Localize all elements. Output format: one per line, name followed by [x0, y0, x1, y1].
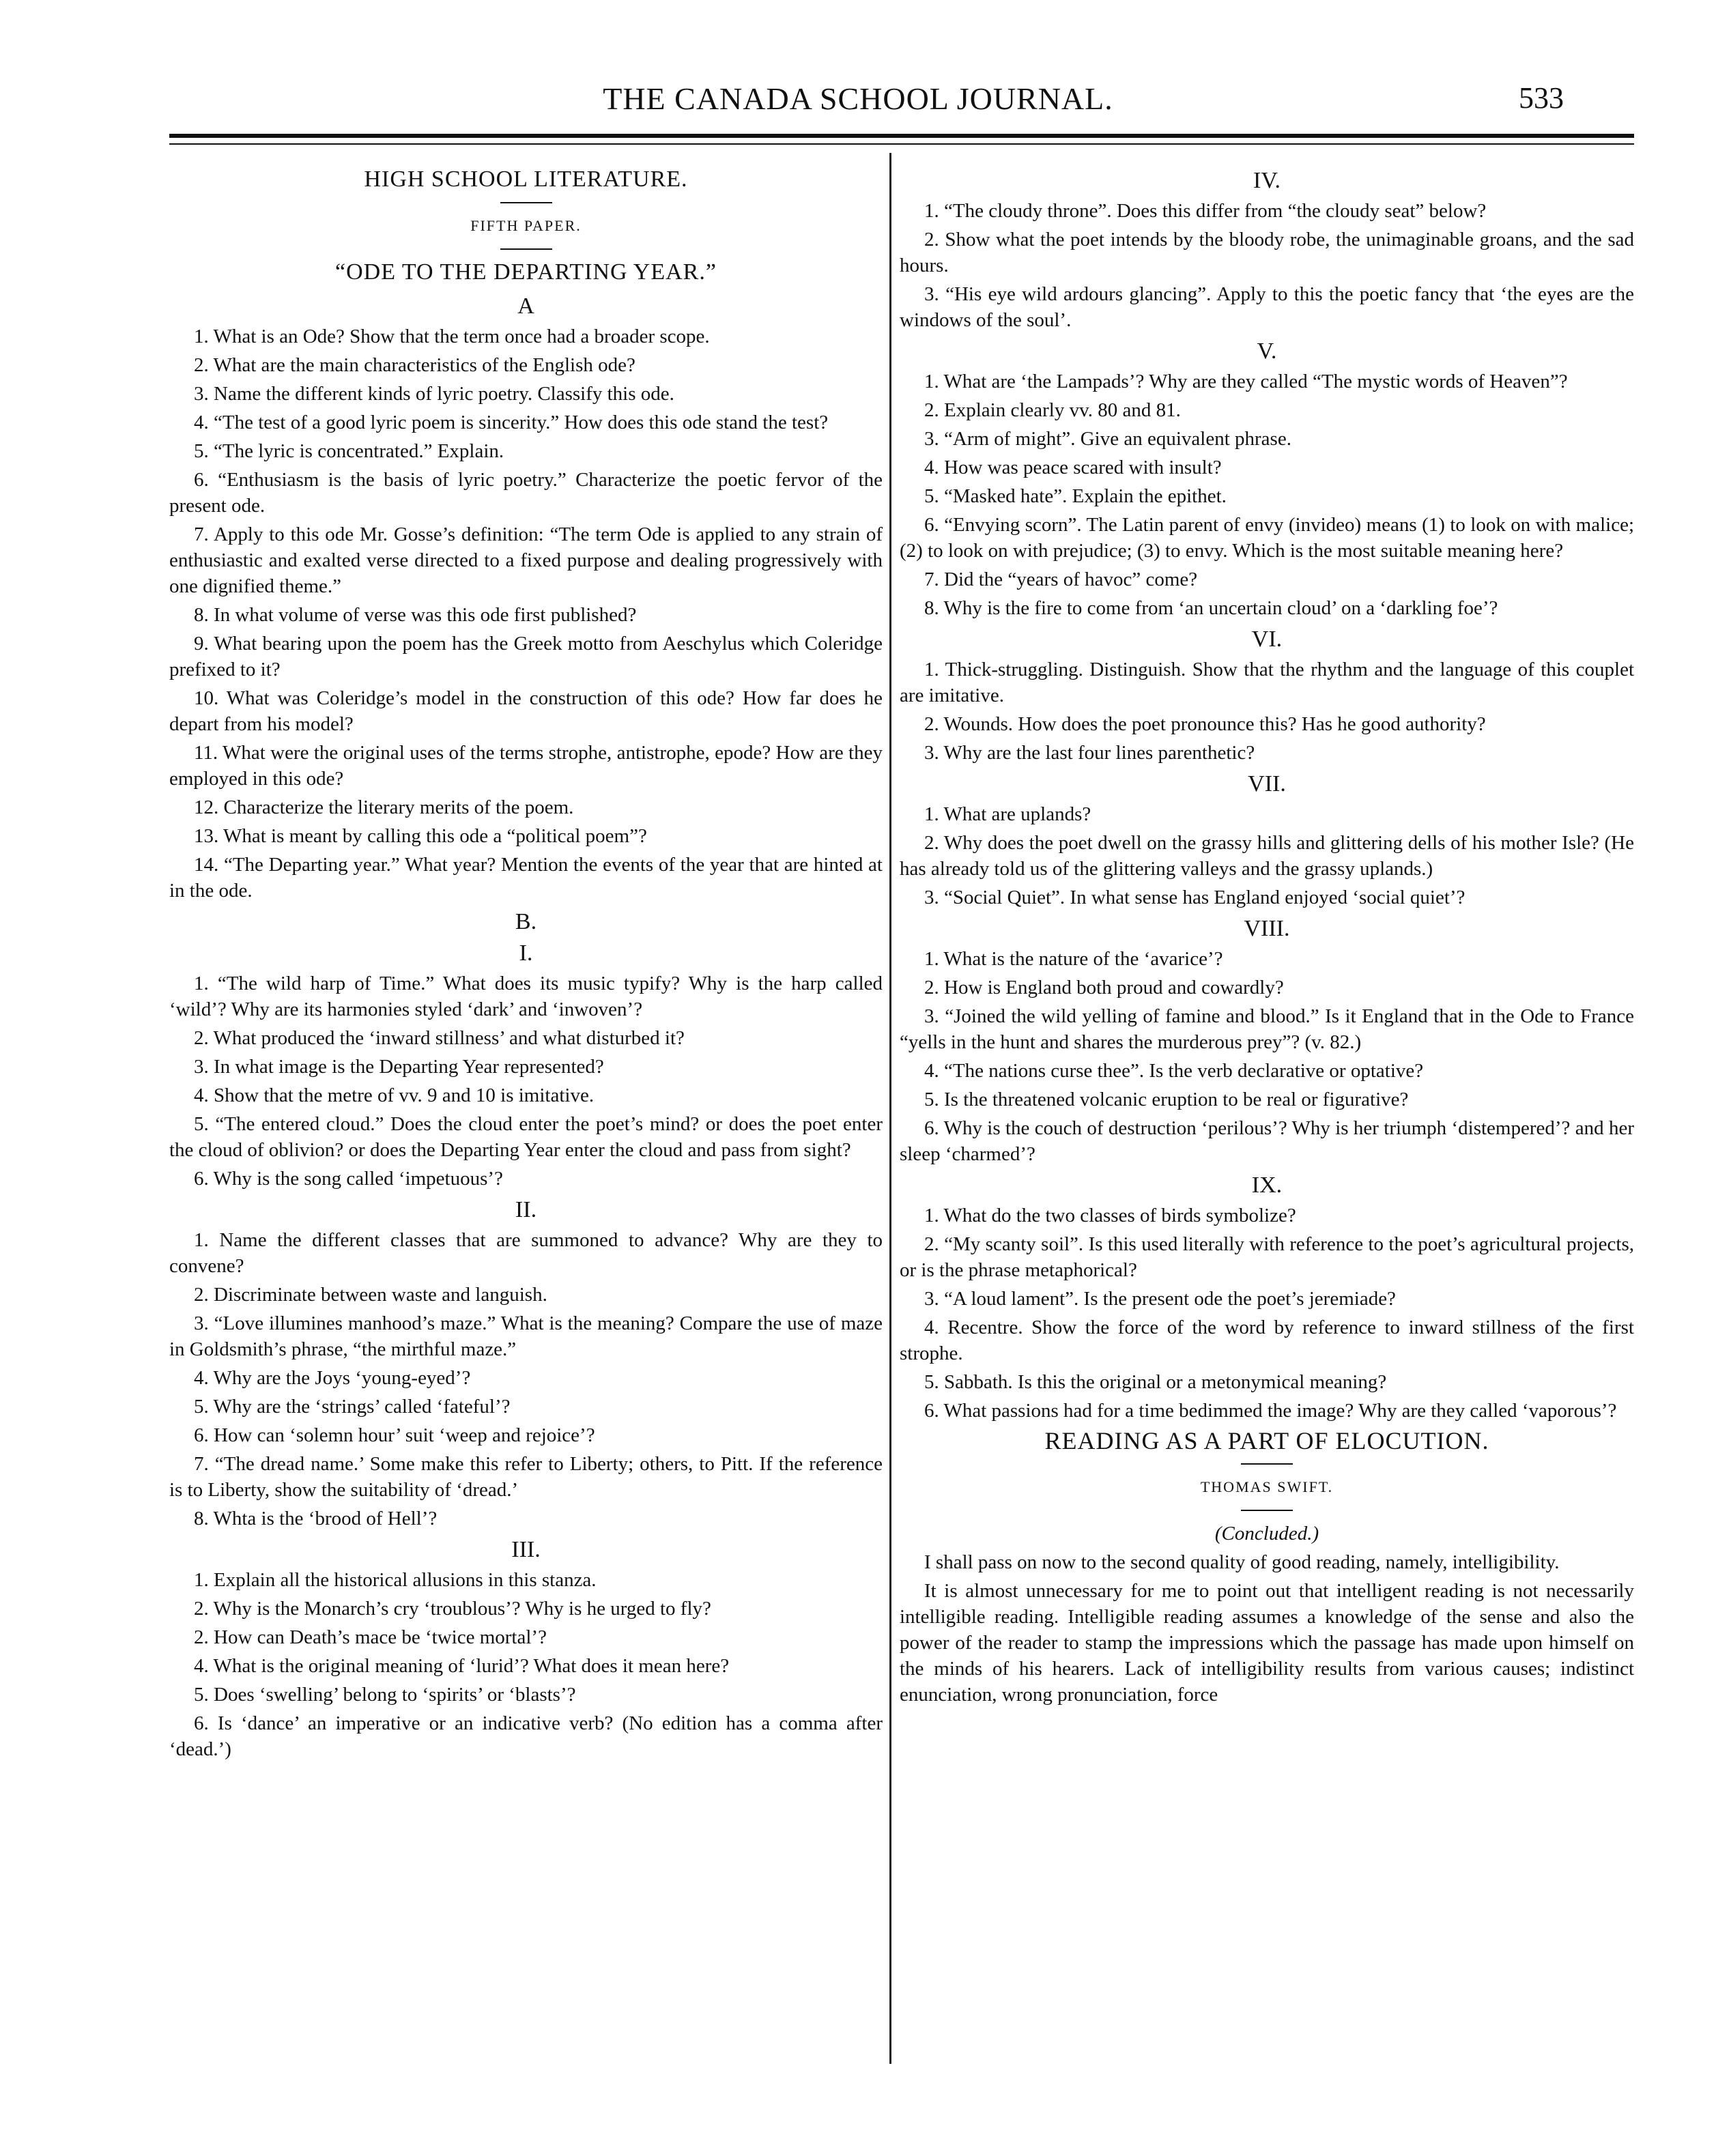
question: 5. “The entered cloud.” Does the cloud enter the poet’s mind? or does the poet enter the cloud of oblivion? or does the Departing Year enter the cloud and pass from sight? — [169, 1113, 883, 1161]
question: 5. “Masked hate”. Explain the epithet. — [924, 485, 1227, 507]
question: 3. “His eye wild ardours glancing”. Apply to this the poetic fancy that ‘the eyes are the windows of the soul’. — [900, 283, 1634, 331]
question: 3. Name the different kinds of lyric poetry. Classify this ode. — [194, 383, 674, 405]
question: 4. “The test of a good lyric poem is sincerity.” How does this ode stand the test? — [194, 412, 829, 433]
stanza-iii-list — [169, 1567, 883, 1762]
question: 1. Explain all the historical allusions in this stanza. — [194, 1569, 597, 1591]
question: 11. What were the original uses of the terms strophe, antistrophe, epode? How are they employed in this ode? — [169, 742, 883, 790]
question: 1. Thick-struggling. Distinguish. Show that the rhythm and the language of this couplet are imitative. — [900, 659, 1634, 706]
paper-number: FIFTH PAPER. — [470, 217, 582, 234]
question: 2. Show what the poet intends by the bloody robe, the unimaginable groans, and the sad hours. — [900, 229, 1634, 276]
stanza-heading-viii: VIII. — [1244, 916, 1290, 941]
question: 1. “The wild harp of Time.” What does its music typify? Why is the harp called ‘wild’? Why are its harmonies styled ‘dark’ and ‘inwoven’? — [169, 973, 883, 1020]
stanza-heading-ix: IX. — [1251, 1173, 1283, 1198]
section-heading-b: B. — [515, 909, 537, 934]
stanza-ix-list — [900, 1203, 1634, 1424]
stanza-ii-list — [169, 1227, 883, 1532]
article-title-rule — [1241, 1463, 1293, 1465]
question: 4. Show that the metre of vv. 9 and 10 is imitative. — [194, 1084, 595, 1106]
question: 6. Why is the couch of destruction ‘perilous’? Why is her triumph ‘distempered’? and her sleep ‘charmed’? — [900, 1117, 1634, 1165]
stanza-heading-vi: VI. — [1251, 627, 1283, 652]
question: 2. How can Death’s mace be ‘twice mortal’? — [194, 1626, 547, 1648]
stanza-heading-ii: II. — [515, 1197, 537, 1222]
running-title: THE CANADA SCHOOL JOURNAL. — [603, 81, 1113, 116]
title-rule — [500, 202, 552, 203]
question: 6. Is ‘dance’ an imperative or an indicative verb? (No edition has a comma after ‘dead.’) — [169, 1712, 883, 1760]
poem-title: “ODE TO THE DEPARTING YEAR.” — [335, 259, 717, 285]
question: 13. What is meant by calling this ode a “political poem”? — [194, 825, 647, 847]
question: 3. “A loud lament”. Is the present ode the poet’s jeremiade? — [924, 1288, 1396, 1310]
question: 3. Why are the last four lines parenthetic? — [924, 742, 1255, 764]
question: 2. What are the main characteristics of the English ode? — [194, 354, 635, 376]
question: 5. Does ‘swelling’ belong to ‘spirits’ or ‘blasts’? — [194, 1684, 576, 1706]
question: 2. Discriminate between waste and languish. — [194, 1284, 547, 1306]
question: 14. “The Departing year.” What year? Mention the events of the year that are hinted at in the ode. — [169, 854, 883, 902]
right-column — [900, 162, 1634, 1710]
stanza-heading-vii: VII. — [1248, 771, 1286, 796]
question: 4. “The nations curse thee”. Is the verb declarative or optative? — [924, 1060, 1424, 1082]
question: 6. “Enthusiasm is the basis of lyric poetry.” Characterize the poetic fervor of the present ode. — [169, 469, 883, 517]
stanza-heading-iii: III. — [511, 1537, 541, 1562]
stanza-vi-list — [900, 657, 1634, 766]
question: 1. What is an Ode? Show that the term once had a broader scope. — [194, 326, 710, 347]
question: 8. Why is the fire to come from ‘an uncertain cloud’ on a ‘darkling foe’? — [924, 597, 1498, 619]
question: 7. “The dread name.’ Some make this refer to Liberty; others, to Pitt. If the reference is to Liberty, show the suitability of ‘dread.’ — [169, 1453, 883, 1501]
question: 1. Name the different classes that are summoned to advance? Why are they to convene? — [169, 1229, 883, 1277]
question: 3. “Arm of might”. Give an equivalent phrase. — [924, 428, 1291, 450]
question: 10. What was Coleridge’s model in the construction of this ode? How far does he depart from his model? — [169, 687, 883, 735]
question: 2. Explain clearly vv. 80 and 81. — [924, 399, 1181, 421]
question: 4. What is the original meaning of ‘lurid’? What does it mean here? — [194, 1655, 730, 1677]
question: 3. In what image is the Departing Year represented? — [194, 1056, 604, 1078]
page-number: 533 — [1519, 81, 1564, 115]
question: 1. What are ‘the Lampads’? Why are they called “The mystic words of Heaven”? — [924, 371, 1568, 392]
stanza-heading-iv: IV. — [1253, 168, 1281, 193]
question: 7. Did the “years of havoc” come? — [924, 569, 1198, 590]
question: 8. In what volume of verse was this ode first published? — [194, 604, 637, 626]
question: 2. How is England both proud and cowardly? — [924, 977, 1284, 998]
section-a-list — [169, 324, 883, 904]
question: 1. What is the nature of the ‘avarice’? — [924, 948, 1223, 970]
question: 5. “The lyric is concentrated.” Explain. — [194, 440, 504, 462]
question: 3. “Love illumines manhood’s maze.” What is the meaning? Compare the use of maze in Goldsmith’s phrase, “the mirthful maze.” — [169, 1312, 883, 1360]
subtitle-rule — [500, 248, 552, 250]
question: 7. Apply to this ode Mr. Gosse’s definition: “The term Ode is applied to any strain of enthusiastic and exalted verse directed to a fixed purpose and dealing progressively with one dignified theme.” — [169, 523, 883, 597]
body-paragraph: It is almost unnecessary for me to point out that intelligent reading is not necessarily intelligible reading. Intelligible reading assumes a knowledge of the sense and also the power of the reader to stamp the impressions which the passage has made upon himself on the minds of his hearers. Lack of intelligibility results from various causes; indistinct enunciation, wrong pronunciation, force — [900, 1580, 1634, 1706]
question: 6. “Envying scorn”. The Latin parent of envy (invideo) means (1) to look on with malice; (2) to look on with prejudice; (3) to envy. Which is the most suitable meaning here? — [900, 514, 1634, 562]
concluded-note: (Concluded.) — [1214, 1523, 1319, 1544]
question: 9. What bearing upon the poem has the Greek motto from Aeschylus which Coleridge prefixed to it? — [169, 633, 883, 680]
stanza-vii-list — [900, 801, 1634, 910]
question: 2. Why does the poet dwell on the grassy hills and glittering dells of his mother Isle? (He has already told us of the glittering valleys and the grassy uplands.) — [900, 832, 1634, 880]
question: 6. Why is the song called ‘impetuous’? — [194, 1168, 503, 1190]
question: 1. What are uplands? — [924, 803, 1091, 825]
question: 4. How was peace scared with insult? — [924, 457, 1222, 478]
question: 3. “Joined the wild yelling of famine and blood.” Is it England that in the Ode to France “yells in the hunt and shares the murderous prey”? (v. 82.) — [900, 1005, 1634, 1053]
question: 2. Why is the Monarch’s cry ‘troublous’? Why is he urged to fly? — [194, 1598, 711, 1620]
question: 5. Sabbath. Is this the original or a metonymical meaning? — [924, 1371, 1387, 1393]
question: 4. Why are the Joys ‘young-eyed’? — [194, 1367, 471, 1389]
column-divider — [889, 153, 891, 2064]
question: 1. “The cloudy throne”. Does this differ from “the cloudy seat” below? — [924, 200, 1487, 222]
question: 6. How can ‘solemn hour’ suit ‘weep and rejoice’? — [194, 1424, 595, 1446]
stanza-i-list — [169, 971, 883, 1192]
article-title-reading-elocution: READING AS A PART OF ELOCUTION. — [1044, 1427, 1489, 1454]
author-byline: THOMAS SWIFT. — [1200, 1478, 1334, 1495]
question: 4. Recentre. Show the force of the word by reference to inward stillness of the first strophe. — [900, 1317, 1634, 1364]
body-paragraph: I shall pass on now to the second quality of good reading, namely, intelligibility. — [924, 1551, 1560, 1573]
question: 5. Is the threatened volcanic eruption to be real or figurative? — [924, 1089, 1409, 1110]
byline-rule — [1241, 1510, 1293, 1511]
header-rule-thin — [169, 143, 1634, 145]
stanza-heading-v: V. — [1257, 339, 1277, 364]
question: 1. What do the two classes of birds symbolize? — [924, 1205, 1296, 1226]
question: 8. Whta is the ‘brood of Hell’? — [194, 1508, 438, 1529]
section-heading-a: A — [517, 293, 534, 319]
stanza-v-list — [900, 369, 1634, 621]
question: 3. “Social Quiet”. In what sense has England enjoyed ‘social quiet’? — [924, 887, 1465, 908]
left-column — [169, 162, 883, 1765]
question: 5. Why are the ‘strings’ called ‘fateful’? — [194, 1396, 511, 1418]
stanza-viii-list — [900, 946, 1634, 1167]
header-rule-thick — [169, 134, 1634, 138]
question: 6. What passions had for a time bedimmed the image? Why are they called ‘vaporous’? — [924, 1400, 1617, 1422]
question: 2. What produced the ‘inward stillness’ and what disturbed it? — [194, 1027, 685, 1049]
stanza-heading-i: I. — [519, 940, 533, 966]
question: 2. “My scanty soil”. Is this used literally with reference to the poet’s agricultural projects, or is the phrase metaphorical? — [900, 1233, 1634, 1281]
stanza-iv-list — [900, 198, 1634, 333]
question: 12. Characterize the literary merits of the poem. — [194, 796, 574, 818]
article-title-high-school-literature: HIGH SCHOOL LITERATURE. — [364, 167, 688, 192]
question: 2. Wounds. How does the poet pronounce this? Has he good authority? — [924, 713, 1486, 735]
